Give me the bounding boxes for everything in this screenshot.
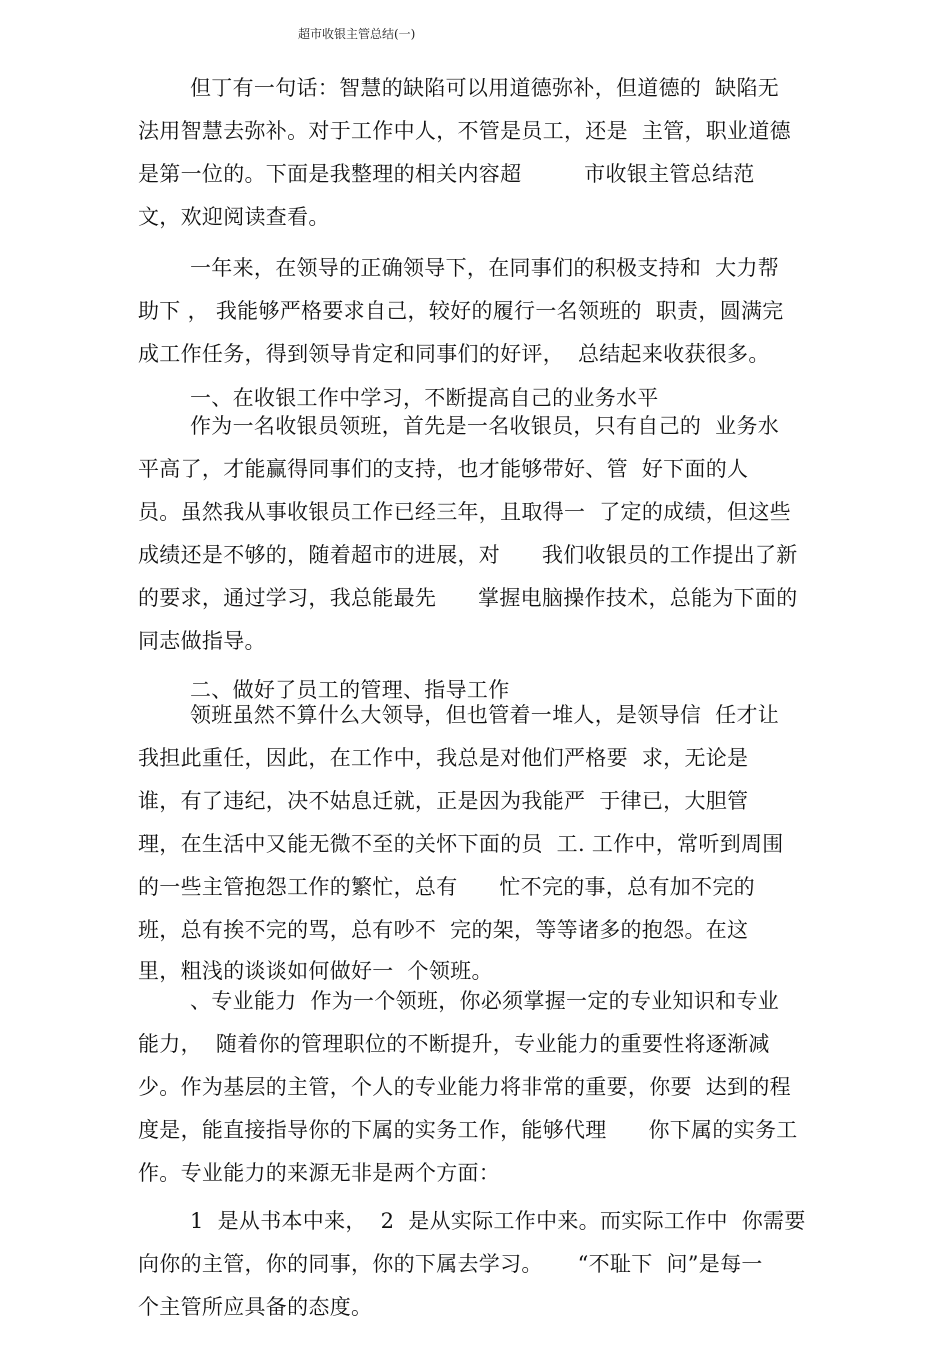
text-line: 助下 ， 我能够严格要求自己，较好的履行一名领班的 职责，圆满完	[138, 299, 784, 323]
text-line: 1 是从书本中来， 2 是从实际工作中来。而实际工作中 你需要	[190, 1209, 806, 1233]
text-line: 一年来，在领导的正确领导下，在同事们的积极支持和 大力帮	[190, 256, 780, 280]
text-line: 领班虽然不算什么大领导，但也管着一堆人，是领导信 任才让	[190, 703, 780, 727]
text-line: 理，在生活中又能无微不至的关怀下面的员 工. 工作中，常听到周围	[138, 832, 784, 856]
text-line: 里，粗浅的谈谈如何做好一 个领班。	[138, 959, 493, 983]
section-heading: 一、在收银工作中学习，不断提高自己的业务水平	[190, 386, 659, 410]
text-line: 个主管所应具备的态度。	[138, 1295, 373, 1319]
section-heading: 二、做好了员工的管理、指导工作	[190, 678, 510, 702]
text-line: 作为一名收银员领班，首先是一名收银员，只有自己的 业务水	[190, 414, 780, 438]
text-line: 向你的主管，你的同事，你的下属去学习。 “不耻下 问”是每一	[138, 1252, 763, 1276]
page-header-title: 超市收银主管总结(一)	[298, 27, 416, 41]
text-line: 成工作任务，得到领导肯定和同事们的好评， 总结起来收获很多。	[138, 342, 770, 366]
text-line: 的一些主管抱怨工作的繁忙，总有 忙不完的事，总有加不完的	[138, 875, 755, 899]
text-line: 但丁有一句话：智慧的缺陷可以用道德弥补，但道德的 缺陷无	[190, 76, 780, 100]
text-line: 平高了，才能赢得同事们的支持，也才能够带好、管 好下面的人	[138, 457, 749, 481]
text-line: 文，欢迎阅读查看。	[138, 205, 330, 229]
text-line: 是第一位的。下面是我整理的相关内容超 市收银主管总结范	[138, 162, 755, 186]
text-line: 能力， 随着你的管理职位的不断提升，专业能力的重要性将逐渐减	[138, 1032, 770, 1056]
text-line: 少。作为基层的主管，个人的专业能力将非常的重要，你要 达到的程	[138, 1075, 791, 1099]
text-line: 同志做指导。	[138, 629, 266, 653]
text-line: 我担此重任，因此，在工作中，我总是对他们严格要 求，无论是	[138, 746, 749, 770]
text-line: 的要求，通过学习，我总能最先 掌握电脑操作技术，总能为下面的	[138, 586, 798, 610]
text-line: 法用智慧去弥补。对于工作中人，不管是员工，还是 主管，职业道德	[138, 119, 791, 143]
text-line: 作。专业能力的来源无非是两个方面：	[138, 1161, 501, 1185]
text-line: 员。虽然我从事收银员工作已经三年，且取得一 了定的成绩，但这些	[138, 500, 791, 524]
text-line: 成绩还是不够的，随着超市的进展，对 我们收银员的工作提出了新	[138, 543, 798, 567]
text-line: 度是，能直接指导你的下属的实务工作，能够代理 你下属的实务工	[138, 1118, 798, 1142]
text-line: 谁，有了违纪，决不姑息迁就，正是因为我能严 于律已，大胆管	[138, 789, 749, 813]
text-line: 班，总有挨不完的骂，总有吵不 完的架，等等诸多的抱怨。在这	[138, 918, 749, 942]
text-line: 、专业能力 作为一个领班，你必须掌握一定的专业知识和专业	[190, 989, 780, 1013]
